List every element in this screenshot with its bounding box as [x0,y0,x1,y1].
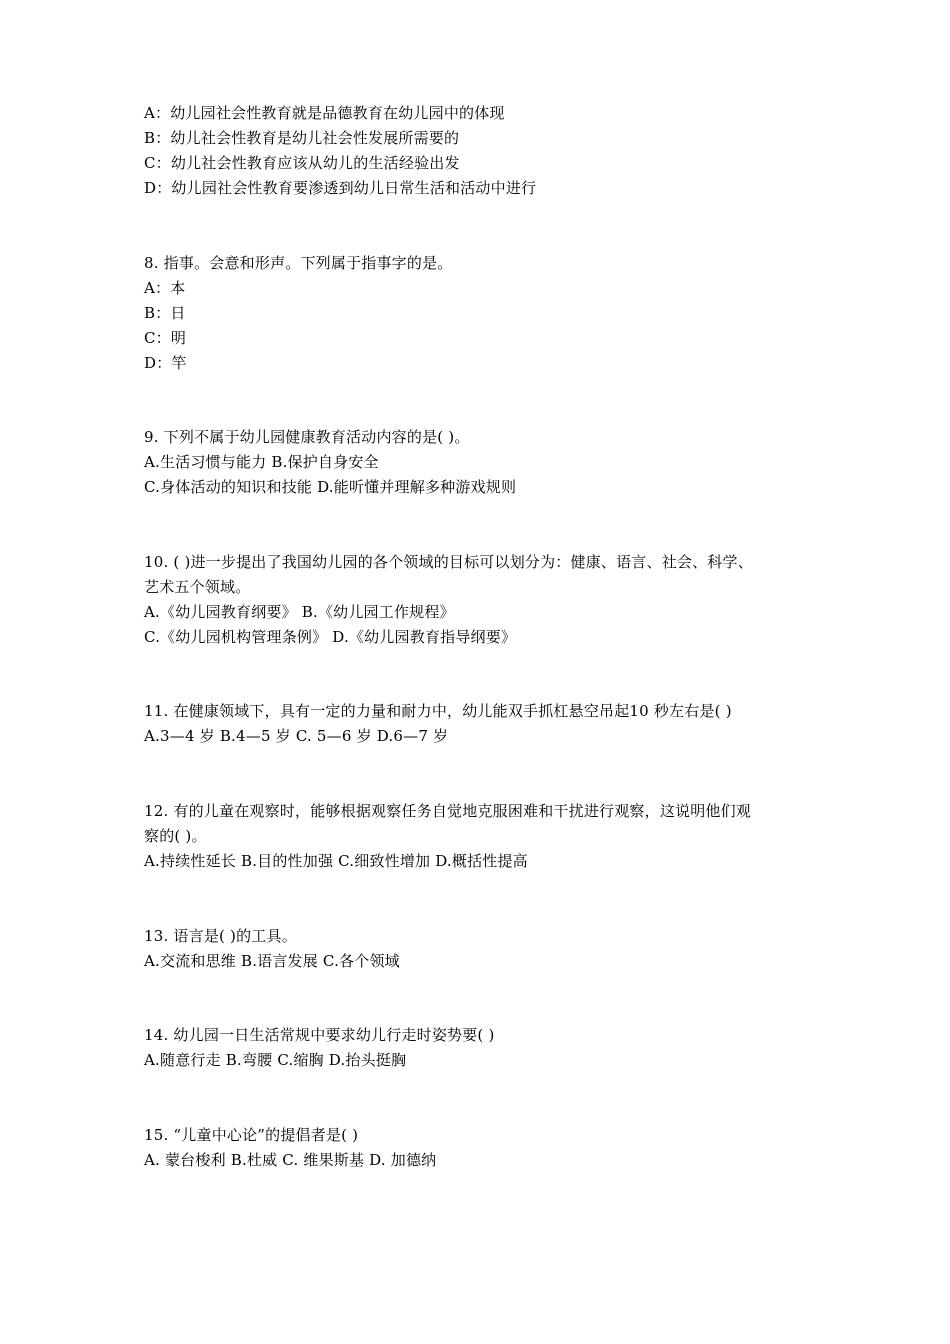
q7-option-c: C：幼儿社会性教育应该从幼儿的生活经验出发 [144,154,460,172]
q8-option-d: D：竿 [144,354,187,372]
q7-option-b: B：幼儿社会性教育是幼儿社会性发展所需要的 [144,129,460,147]
q14-options: A.随意行走 B.弯腰 C.缩胸 D.抬头挺胸 [144,1051,407,1069]
q14-question: 14. 幼儿园一日生活常规中要求幼儿行走时姿势要( ) [144,1026,495,1044]
q12-question-line1: 12. 有的儿童在观察时，能够根据观察任务自觉地克服困难和干扰进行观察，这说明他们观 [144,802,752,820]
q9-options-line2: C.身体活动的知识和技能 D.能听懂并理解多种游戏规则 [144,478,517,496]
q15-options: A. 蒙台梭利 B.杜威 C. 维果斯基 D. 加德纳 [144,1151,437,1169]
q9-options-line1: A.生活习惯与能力 B.保护自身安全 [144,453,379,471]
q10-options-line1: A.《幼儿园教育纲要》 B.《幼儿园工作规程》 [144,603,455,621]
q15-question: 15. “儿童中心论”的提倡者是( ) [144,1126,359,1144]
q8-option-b: B：日 [144,304,186,322]
q13-options: A.交流和思维 B.语言发展 C.各个领域 [144,952,400,970]
q12-options: A.持续性延长 B.目的性加强 C.细致性增加 D.概括性提高 [144,852,528,870]
q8-option-a: A：本 [144,279,186,297]
q13-question: 13. 语言是( )的工具。 [144,927,297,945]
q9-question: 9. 下列不属于幼儿园健康教育活动内容的是( )。 [144,428,470,446]
q10-question-line1: 10. ( )进一步提出了我国幼儿园的各个领域的目标可以划分为：健康、语言、社会、科学、 [144,553,753,571]
q12-question-line2: 察的( )。 [144,827,207,845]
q11-options: A.3—4 岁 B.4—5 岁 C. 5—6 岁 D.6—7 岁 [144,727,449,745]
q8-option-c: C：明 [144,329,187,347]
q7-option-d: D：幼儿园社会性教育要渗透到幼儿日常生活和活动中进行 [144,179,537,197]
q10-options-line2: C.《幼儿园机构管理条例》 D.《幼儿园教育指导纲要》 [144,628,517,646]
q7-option-a: A：幼儿园社会性教育就是品德教育在幼儿园中的体现 [144,104,505,122]
q11-question: 11. 在健康领域下，具有一定的力量和耐力中，幼儿能双手抓杠悬空吊起10 秒左右是( ) [144,702,732,720]
q10-question-line2: 艺术五个领域。 [144,578,251,596]
q8-question: 8. 指事。会意和形声。下列属于指事字的是。 [144,254,453,272]
